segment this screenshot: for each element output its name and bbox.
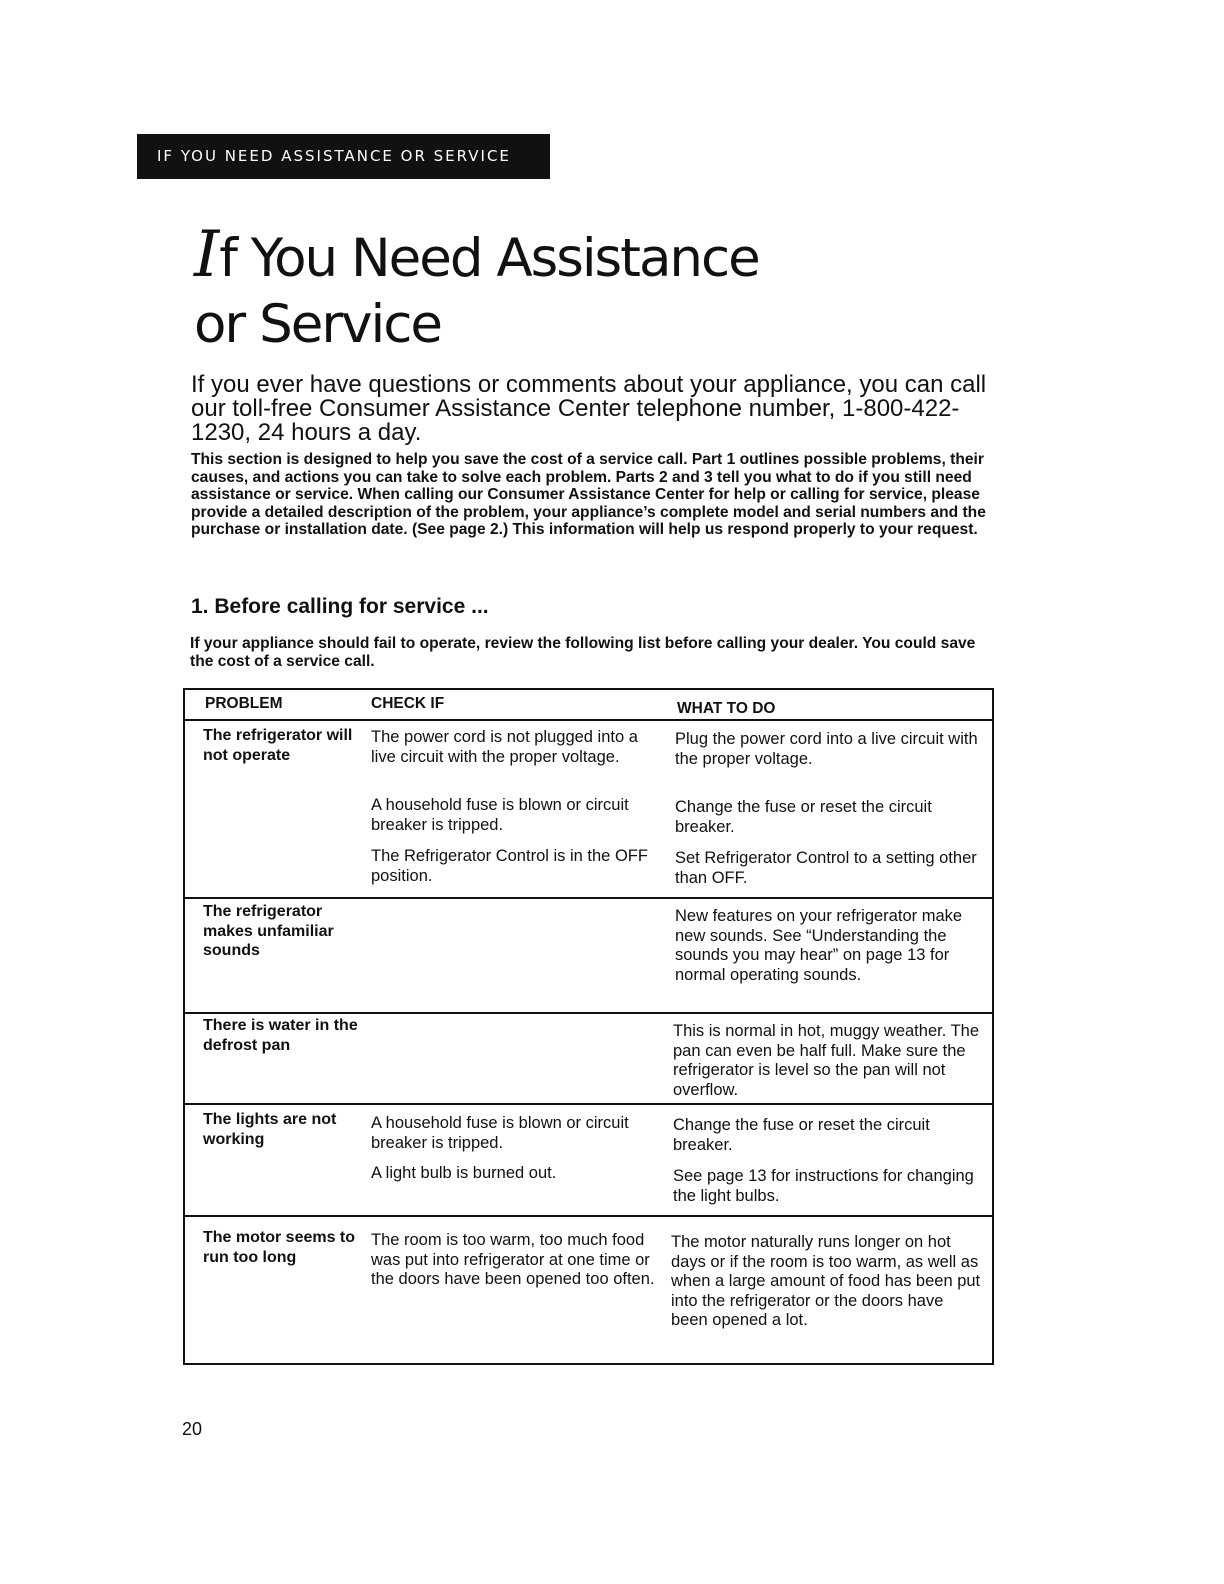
header-check-if: CHECK IF: [371, 695, 445, 712]
section-header-bar: [137, 134, 550, 179]
problem-will-not-operate: The refrigerator will not operate: [203, 727, 353, 764]
check-bulb-burned: A light bulb is burned out.: [371, 1164, 557, 1182]
row-divider: [185, 897, 992, 899]
check-fuse-blown-lights: A household fuse is blown or circuit breaker is tripped.: [371, 1114, 629, 1152]
problem-unfamiliar-sounds: The refrigerator makes unfamiliar sounds: [203, 903, 334, 959]
check-room-too-warm: The room is too warm, too much food was put into refrigerator at one time or the doors have been opened too often.: [371, 1231, 655, 1288]
todo-new-sounds: New features on your refrigerator make new sounds. See “Understanding the sounds you may hear” on page 13 for normal operating sounds.: [675, 907, 963, 984]
todo-motor-naturally: The motor naturally runs longer on hot days or if the room is too warm, as well as when a large amount of food has been put into the refrigerator or the doors have been opened a lot.: [671, 1233, 981, 1329]
check-fuse-blown: A household fuse is blown or circuit breaker is tripped.: [371, 796, 629, 834]
problem-water-defrost-pan: There is water in the defrost pan: [203, 1017, 358, 1054]
troubleshooting-table: [183, 688, 994, 1365]
todo-set-control: Set Refrigerator Control to a setting other than OFF.: [675, 849, 977, 887]
page-title: [194, 218, 994, 358]
todo-change-fuse: Change the fuse or reset the circuit breaker.: [675, 798, 932, 836]
todo-plug-cord: Plug the power cord into a live circuit with the proper voltage.: [675, 730, 978, 768]
page-number: 20: [182, 1419, 203, 1439]
title-dropcap: I: [194, 218, 220, 292]
check-power-cord: The power cord is not plugged into a live circuit with the proper voltage.: [371, 728, 638, 766]
problem-lights-not-working: The lights are not working: [203, 1111, 337, 1148]
header-what-to-do: WHAT TO DO: [677, 700, 776, 717]
problem-motor-runs-long: The motor seems to run too long: [203, 1229, 356, 1266]
section-intro-paragraph: If your appliance should fail to operate, review the following list before calling your dealer. You could save the cost of a service call.: [190, 635, 976, 670]
check-control-off: The Refrigerator Control is in the OFF position.: [371, 847, 648, 885]
row-divider: [185, 1103, 992, 1105]
section-header-label: IF YOU NEED ASSISTANCE OR SERVICE: [157, 147, 511, 165]
header-divider: [185, 719, 992, 721]
title-line1: f You Need Assistance: [219, 228, 759, 289]
intro-body-paragraph: This section is designed to help you save the cost of a service call. Part 1 outlines possible problems, their causes, and actions you can take to solve each problem. Parts 2 and 3 tell you what to do if you still need assistance or service. When calling our Consumer Assistance Center for help or calling for service, please provide a detailed description of the problem, your appliance’s complete model and serial numbers and the purchase or installation date. (See page 2.) This information will help us respond properly to your request.: [191, 451, 986, 539]
todo-normal-humid: This is normal in hot, muggy weather. The pan can even be half full. Make sure the refrigerator is level so the pan will not overflow.: [673, 1022, 980, 1099]
row-divider: [185, 1215, 992, 1217]
header-problem: PROBLEM: [205, 695, 283, 712]
row-divider: [185, 1012, 992, 1014]
intro-lead-paragraph: If you ever have questions or comments about your appliance, you can call our toll-free Consumer Assistance Center telephone number, 1-800-422-1230, 24 hours a day.: [191, 371, 987, 446]
todo-see-page-13: See page 13 for instructions for changing the light bulbs.: [673, 1167, 974, 1205]
section-heading: 1. Before calling for service ...: [191, 595, 489, 618]
todo-change-fuse-lights: Change the fuse or reset the circuit breaker.: [673, 1116, 930, 1154]
title-line2: or Service: [194, 294, 441, 355]
